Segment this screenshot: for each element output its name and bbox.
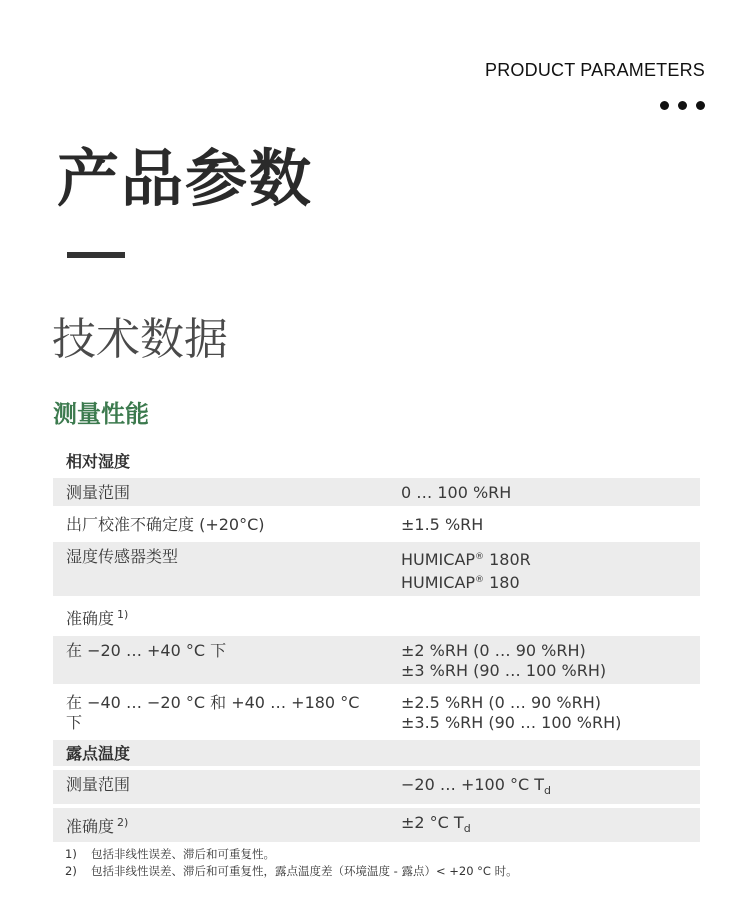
page-title: 产品参数 xyxy=(57,142,314,215)
subsection-title: 测量性能 xyxy=(53,400,149,428)
more-dots-icon xyxy=(660,101,705,110)
subscript: d xyxy=(544,784,551,797)
table-row xyxy=(53,770,700,804)
value-text: −20 … +100 °C T xyxy=(401,775,544,794)
sensor-model: 180 xyxy=(489,573,520,592)
row-label: 湿度传感器类型 xyxy=(53,542,389,596)
table-row xyxy=(53,808,700,842)
sensor-model: 180R xyxy=(489,550,531,569)
row-value xyxy=(389,770,700,804)
footnote-number: 1) xyxy=(65,847,77,861)
row-label: 测量范围 xyxy=(53,770,389,804)
row-label xyxy=(53,600,389,632)
row-value xyxy=(389,542,700,596)
footnotes xyxy=(65,846,518,880)
table-row xyxy=(53,510,700,538)
row-label: 在 −40 … −20 °C 和 +40 … +180 °C 下 xyxy=(66,693,360,732)
row-value: 0 … 100 %RH xyxy=(389,478,700,506)
table-row xyxy=(53,688,700,736)
row-value xyxy=(389,636,700,684)
sensor-type-line xyxy=(401,570,687,593)
accuracy-label: 准确度 xyxy=(66,609,115,628)
value-line: ±2 %RH (0 … 90 %RH) xyxy=(401,641,586,660)
row-value xyxy=(389,600,700,632)
row-label xyxy=(53,808,389,842)
table-row xyxy=(53,600,700,632)
value-text: ±2 °C T xyxy=(401,813,464,832)
dot-icon xyxy=(696,101,705,110)
footnote-ref: 2) xyxy=(117,816,129,829)
table-row xyxy=(53,542,700,596)
footnote xyxy=(65,863,518,880)
value-line: ±3.5 %RH (90 … 100 %RH) xyxy=(401,713,622,732)
row-value xyxy=(389,688,700,736)
sensor-name: HUMICAP xyxy=(401,573,476,592)
table-row xyxy=(53,636,700,684)
title-underline xyxy=(67,252,125,258)
group-header-dewpoint xyxy=(53,740,700,766)
group-heading: 露点温度 xyxy=(53,740,700,766)
value-line: ±2.5 %RH (0 … 90 %RH) xyxy=(401,693,602,712)
sensor-type-line xyxy=(401,547,687,570)
footnote xyxy=(65,846,518,863)
group-header-humidity xyxy=(53,448,700,474)
subscript: d xyxy=(463,822,471,835)
group-heading: 相对湿度 xyxy=(66,452,131,471)
row-value xyxy=(389,808,700,842)
accuracy-label: 准确度 xyxy=(66,817,115,836)
registered-mark: ® xyxy=(475,552,485,562)
footnote-ref: 1) xyxy=(117,608,129,621)
table-row xyxy=(53,478,700,506)
row-label: 出厂校准不确定度 (+20°C) xyxy=(66,515,265,534)
footnote-text: 包括非线性误差、滞后和可重复性。 xyxy=(91,847,275,861)
header-eyebrow: PRODUCT PARAMETERS xyxy=(485,60,705,80)
row-label: 在 −20 … +40 °C 下 xyxy=(53,636,389,684)
row-value: ±1.5 %RH xyxy=(401,515,484,534)
dot-icon xyxy=(660,101,669,110)
value-line: ±3 %RH (90 … 100 %RH) xyxy=(401,661,607,680)
registered-mark: ® xyxy=(475,575,485,585)
sensor-name: HUMICAP xyxy=(401,550,476,569)
section-title: 技术数据 xyxy=(52,314,228,365)
row-label: 测量范围 xyxy=(53,478,389,506)
dot-icon xyxy=(678,101,687,110)
spec-table xyxy=(53,444,700,846)
footnote-text: 包括非线性误差、滞后和可重复性，露点温度差（环境温度 - 露点）< +20 °C 时。 xyxy=(91,864,518,878)
footnote-number: 2) xyxy=(65,864,77,878)
